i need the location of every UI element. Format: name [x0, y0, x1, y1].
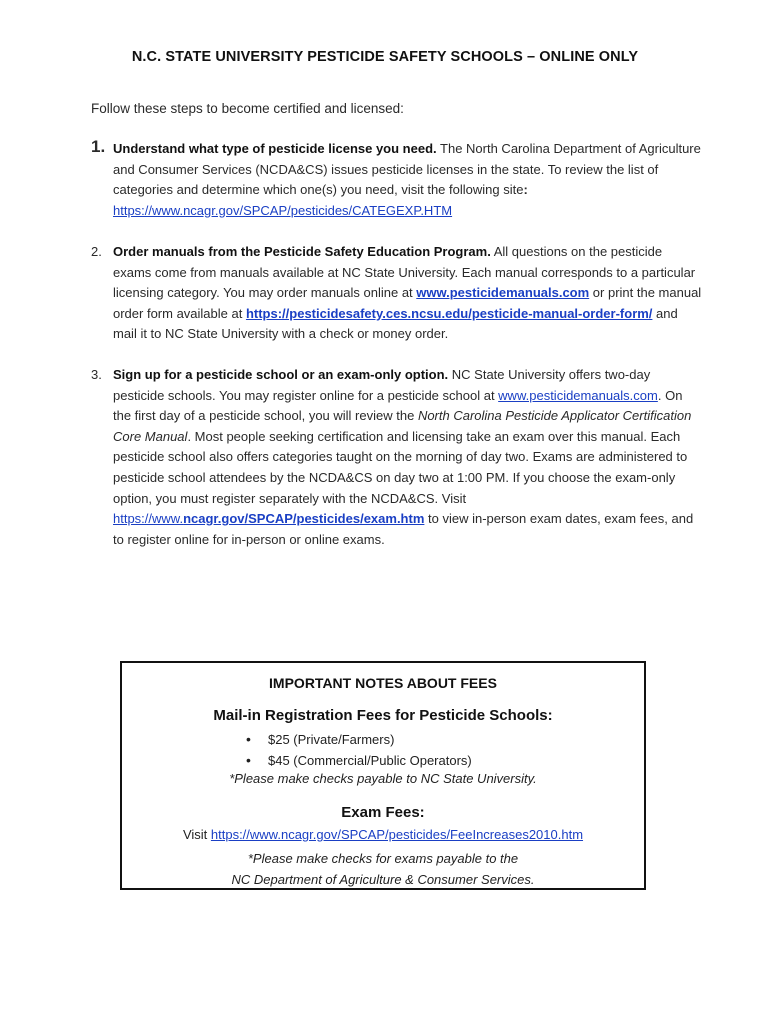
core-manual-title: North Carolina Pesticide Applicator Certification Core Manual	[113, 408, 692, 444]
fees-notice-box	[120, 661, 646, 890]
step-1	[91, 139, 703, 221]
page-title: N.C. STATE UNIVERSITY PESTICIDE SAFETY SCHOOLS – ONLINE ONLY	[131, 49, 639, 65]
exam-note-line-2: NC Department of Agriculture & Consumer Services.	[231, 872, 535, 887]
fee-item-private: • $25 (Private/Farmers)	[246, 729, 472, 750]
pesticide-manuals-link[interactable]: www.pesticidemanuals.com	[416, 285, 590, 301]
step-3-text-2: . On the first day of a pesticide school, you will review the	[113, 387, 683, 424]
step-2-lead: Order manuals from the Pesticide Safety Education Program.	[113, 244, 491, 259]
exam-payment-note	[122, 848, 644, 890]
step-1-lead: Understand what type of pesticide license you need.	[113, 141, 437, 156]
exam-note-line-1: *Please make checks for exams payable to the	[247, 851, 519, 866]
mailin-fees-heading: Mail-in Registration Fees for Pesticide Schools:	[213, 707, 553, 724]
step-3-number: 3.	[91, 367, 102, 382]
visit-label: Visit	[182, 827, 211, 842]
fee-list	[246, 729, 472, 771]
exam-link-prefix: https://www.	[113, 511, 184, 527]
step-1-colon: :	[523, 182, 528, 198]
pesticide-school-register-link[interactable]: www.pesticidemanuals.com	[498, 387, 658, 403]
step-2-text-1: All questions on the pesticide exams come from manuals available at NC State University. Each manual corresponds to a particular licensing category. You may order manuals online at	[113, 244, 696, 301]
step-1-text: The North Carolina Department of Agriculture and Consumer Services (NCDA&CS) issues pesticide licenses in the state. To review the list of categories and determine which one(s) you need, visit the following site	[113, 141, 701, 198]
step-2-number: 2.	[91, 244, 102, 259]
intro-text: Follow these steps to become certified and licensed:	[91, 101, 404, 116]
fee-increases-link[interactable]: https://www.ncagr.gov/SPCAP/pesticides/FeeIncreases2010.htm	[210, 827, 584, 842]
step-2	[91, 242, 703, 345]
step-3-text-3: . Most people seeking certification and licensing take an exam over this manual. Each pesticide school also offers categories taught on the morning of day two. Exams are administered to pesticide school attendees by the NCDA&CS on day two at 1:00 PM. If you choose the exam-only option, you must register separately with the NCDA&CS. Visit	[113, 428, 688, 506]
step-3-lead: Sign up for a pesticide school or an exam-only option.	[113, 367, 449, 382]
step-3-body	[113, 365, 703, 550]
categories-link[interactable]: https://www.ncagr.gov/SPCAP/pesticides/CATEGEXP.HTM	[113, 202, 453, 218]
step-1-number: 1.	[91, 137, 106, 156]
mailin-payment-note: *Please make checks payable to NC State University.	[229, 771, 537, 786]
manual-order-form-link[interactable]: https://pesticidesafety.ces.ncsu.edu/pesticide-manual-order-form/	[245, 305, 653, 321]
step-3-text-4: to view in-person exam dates, exam fees, and to register online for in-person or online exams.	[113, 511, 694, 547]
fees-title: IMPORTANT NOTES ABOUT FEES	[269, 675, 497, 691]
fee-item-commercial: • $45 (Commercial/Public Operators)	[246, 750, 472, 771]
step-2-text-3: and mail it to NC State University with a check or money order.	[113, 305, 678, 342]
exam-fees-heading: Exam Fees:	[341, 804, 425, 821]
exam-link-path: ncagr.gov/SPCAP/pesticides/exam.htm	[183, 511, 425, 527]
step-3	[91, 365, 703, 550]
step-3-text-1: NC State University offers two-day pesticide schools. You may register online for a pesticide school at	[113, 367, 651, 403]
exam-fees-visit	[122, 827, 644, 842]
exam-link[interactable]	[113, 511, 424, 526]
step-2-text-2: or print the manual order form available at	[113, 285, 702, 321]
step-1-body	[113, 139, 703, 221]
step-2-body	[113, 242, 703, 345]
